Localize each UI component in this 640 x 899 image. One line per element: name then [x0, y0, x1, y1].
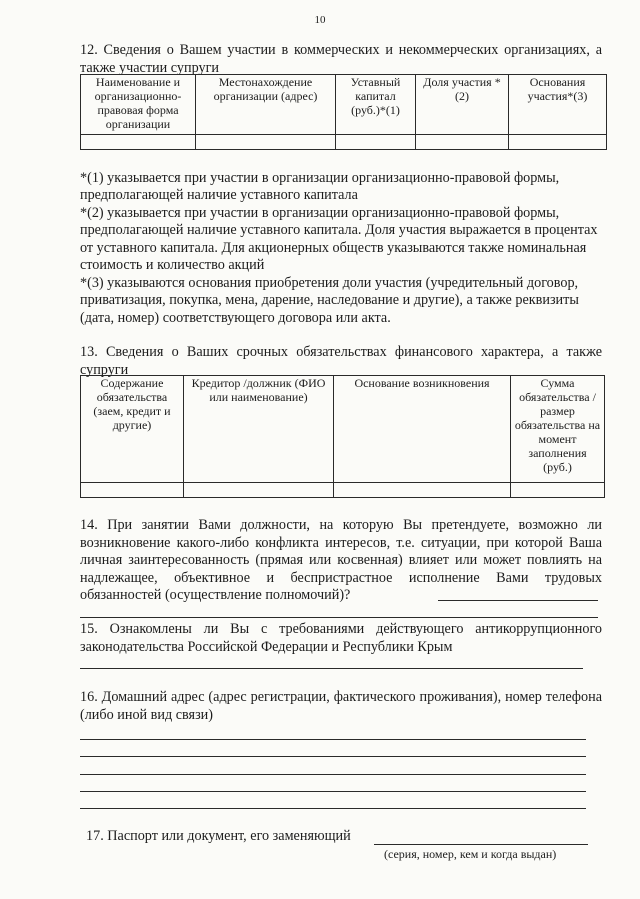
col-obligation-content: Содержание обязательства (заем, кредит и другие): [81, 376, 184, 483]
table-cell[interactable]: [336, 135, 416, 150]
participation-table: [80, 74, 607, 150]
section-16-question: 16. Домашний адрес (адрес регистрации, фактического проживания), номер телефона (либо иной вид связи): [80, 689, 602, 723]
footnote-2: *(2) указывается при участии в организации организационно-правовой формы, предполагающей наличие уставного капитала. Доля участия выражается в процентах от уставного капитала. Для акционерных обществ указываются также номинальная стоимость и количество акций: [80, 205, 598, 274]
address-line-1[interactable]: [80, 739, 586, 740]
section-17-label: 17. Паспорт или документ, его заменяющий: [86, 828, 351, 844]
table-cell[interactable]: [196, 135, 336, 150]
passport-caption: (серия, номер, кем и когда выдан): [384, 847, 557, 861]
answer-line-14b[interactable]: [80, 617, 598, 618]
section-13-heading: 13. Сведения о Ваших срочных обязательствах финансового характера, а также супруги: [80, 344, 602, 378]
section-12-heading: 12. Сведения о Вашем участии в коммерческих и некоммерческих организациях, а также участии супруги: [80, 42, 602, 76]
col-amount: Сумма обязательства / размер обязательства на момент заполнения (руб.): [511, 376, 605, 483]
col-creditor: Кредитор /должник (ФИО или наименование): [184, 376, 334, 483]
table-cell[interactable]: [81, 483, 184, 498]
col-org-name: Наименование и организационно-правовая форма организации: [81, 75, 196, 135]
answer-line-15[interactable]: [80, 668, 583, 669]
address-line-4[interactable]: [80, 791, 586, 792]
col-capital: Уставный капитал (руб.)*(1): [336, 75, 416, 135]
page-number: 10: [314, 14, 326, 26]
section-14-question: 14. При занятии Вами должности, на которую Вы претендуете, возможно ли возникновение какого-либо конфликта интересов, т.е. ситуации, при которой Ваша личная заинтересованность (прямая или косвенная) влияет или может повлиять на надлежащее, объективное и беспристрастное исполнение Вами трудовых обязанностей (осуществление полномочий)?: [80, 517, 602, 604]
col-share: Доля участия *(2): [416, 75, 509, 135]
passport-field-line[interactable]: [374, 844, 588, 845]
footnote-3: *(3) указываются основания приобретения доли участия (учредительный договор, приватизация, покупка, мена, дарение, наследование и другие), а также реквизиты (дата, номер) соответствующего договора или акта.: [80, 275, 579, 326]
address-line-3[interactable]: [80, 774, 586, 775]
table-cell[interactable]: [81, 135, 196, 150]
obligations-table: [80, 375, 605, 498]
footnote-1: *(1) указывается при участии в организации организационно-правовой формы, предполагающей наличие уставного капитала: [80, 170, 560, 204]
table-cell[interactable]: [511, 483, 605, 498]
section-15-question: 15. Ознакомлены ли Вы с требованиями действующего антикоррупционного законодательства Российской Федерации и Республики Крым: [80, 621, 602, 655]
table-cell[interactable]: [509, 135, 607, 150]
answer-line-14[interactable]: [438, 600, 598, 601]
col-org-address: Местонахождение организации (адрес): [196, 75, 336, 135]
col-grounds: Основания участия*(3): [509, 75, 607, 135]
address-line-5[interactable]: [80, 808, 586, 809]
table-row[interactable]: [81, 135, 607, 150]
table-header-row: [81, 376, 605, 483]
address-line-2[interactable]: [80, 756, 586, 757]
table-cell[interactable]: [334, 483, 511, 498]
table-header-row: [81, 75, 607, 135]
col-basis: Основание возникновения: [334, 376, 511, 483]
table-cell[interactable]: [416, 135, 509, 150]
table-cell[interactable]: [184, 483, 334, 498]
table-row[interactable]: [81, 483, 605, 498]
